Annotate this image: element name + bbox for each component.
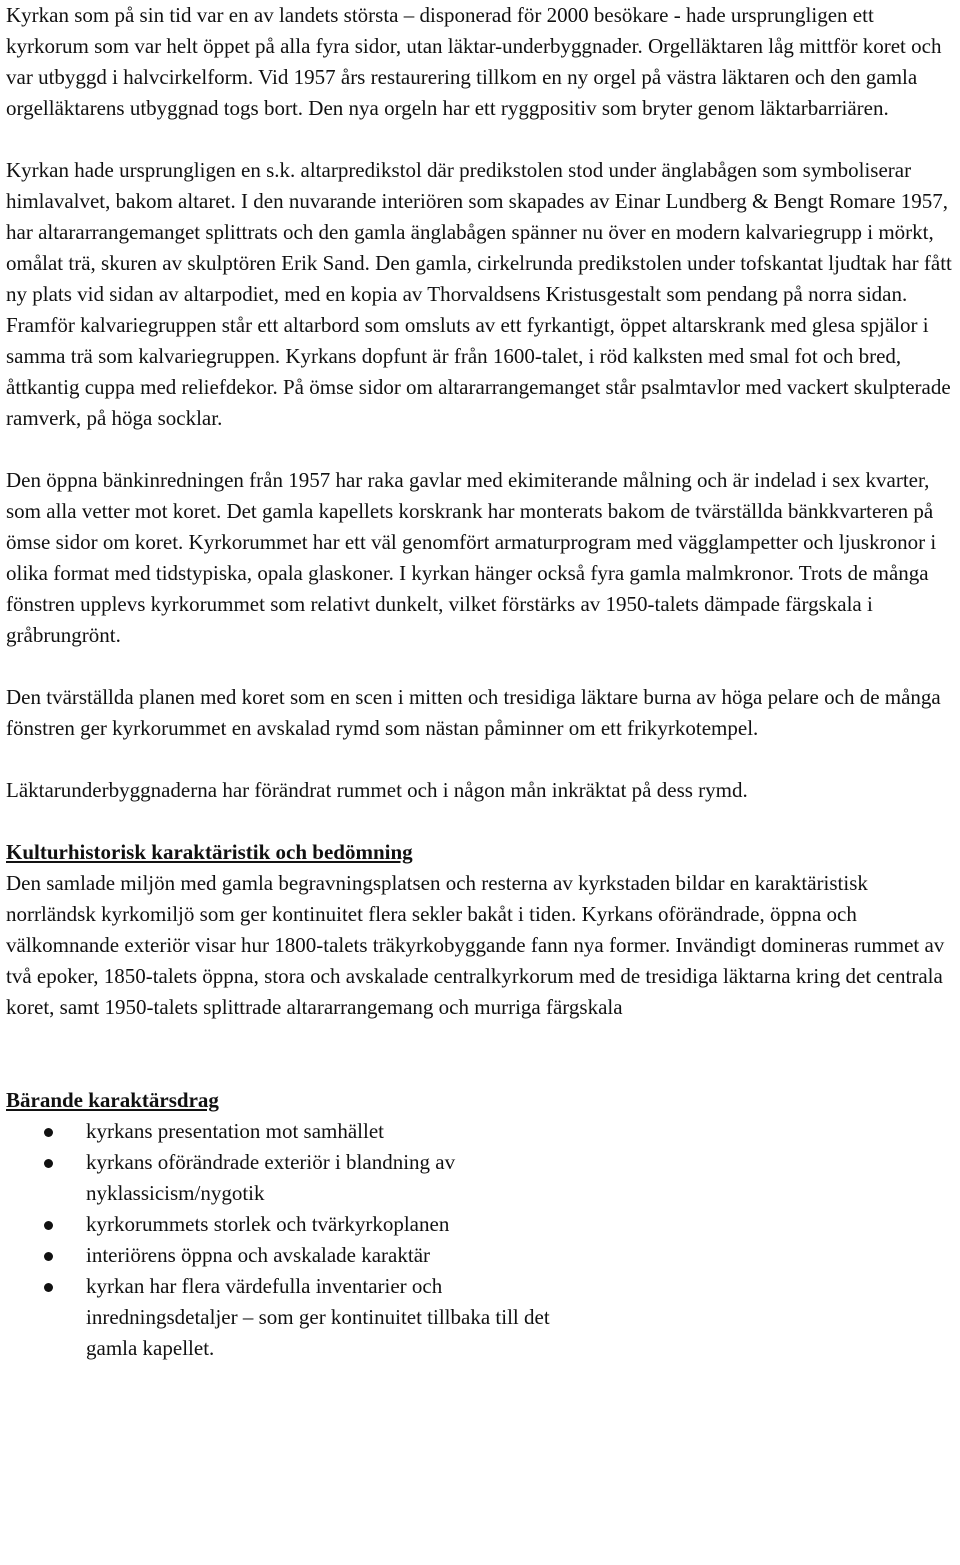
list-item [6, 1240, 586, 1271]
list-item-text: kyrkans presentation mot samhället [86, 1119, 385, 1143]
section-barande [6, 1085, 956, 1364]
list-item [6, 1271, 586, 1364]
paragraph-organ-gallery: Kyrkan som på sin tid var en av landets största – disponerad för 2000 besökare - hade ursprungligen ett kyrkorum som var helt öppet på alla fyra sidor, utan läktar-underbyggnader. Orgelläktaren låg mittför koret och var utbyggd i halvcirkelform. Vid 1957 års restaurering tillkom en ny orgel på västra läktaren och den gamla orgelläktarens utbyggnad togs bort. Den nya orgeln har ett ryggpositiv som bryter genom läktarbarriären. [6, 3, 942, 120]
bullet-list [6, 1116, 956, 1364]
list-item [6, 1147, 586, 1209]
list-item-text: kyrkans oförändrade exteriör i blandning av nyklassicism/nygotik [86, 1150, 456, 1205]
bullet-icon [44, 1221, 53, 1230]
paragraph-kulturhistorisk: Den samlade miljön med gamla begravningsplatsen och resterna av kyrkstaden bildar en karaktäristisk norrländsk kyrkomiljö som ger kontinuitet flera sekler bakåt i tiden. Kyrkans oförändrade, öppna och välkomnande exteriör visar hur 1800-talets träkyrkobyggande fann nya former. Invändigt domineras rummet av två epoker, 1850-talets öppna, stora och avskalade centralkyrkorum med de tresidiga läktarna kring det centrala koret, samt 1950-talets splittrade altararrangemang och murriga färgskala [6, 871, 945, 1019]
list-item [6, 1209, 586, 1240]
section-heading-kulturhistorisk: Kulturhistorisk karaktäristik och bedömning [6, 840, 413, 864]
bullet-icon [44, 1283, 53, 1292]
list-item-text: kyrkan har flera värdefulla inventarier och inredningsdetaljer – som ger kontinuitet tillbaka till det gamla kapellet. [86, 1274, 550, 1360]
section-heading-barande: Bärande karaktärsdrag [6, 1088, 219, 1112]
section-kulturhistorisk [6, 837, 956, 1023]
bullet-icon [44, 1159, 53, 1168]
paragraph-pews-lighting: Den öppna bänkinredningen från 1957 har raka gavlar med ekimiterande målning och är indelad i sex kvarter, som alla vetter mot koret. Det gamla kapellets korskrank har monterats bakom de tvärställda bänkkvarteren på ömse sidor om koret. Kyrkorummet har ett väl genomfört armaturprogram med vägglampetter och ljuskronor i olika format med tidstypiska, opala glaskoner. I kyrkan hänger också fyra gamla malmkronor. Trots de många fönstren upplevs kyrkorummet som relativt dunkelt, vilket förstärks av 1950-talets dämpade färgskala i gråbrungrönt. [6, 468, 937, 647]
bullet-icon [44, 1128, 53, 1137]
list-item [6, 1116, 586, 1147]
bullet-icon [44, 1252, 53, 1261]
paragraph-altar-interior: Kyrkan hade ursprungligen en s.k. altarpredikstol där predikstolen stod under änglabågen som symboliserar himlavalvet, bakom altaret. I den nuvarande interiören som skapades av Einar Lundberg & Bengt Romare 1957, har altararrangemanget splittrats och den gamla änglabågen spänner nu över en modern kalvariegrupp i mörkt, omålat trä, skuren av skulptören Erik Sand. Den gamla, cirkelrunda predikstolen under tofskantat ljudtak har fått ny plats vid sidan av altarpodiet, med en kopia av Thorvaldsens Kristusgestalt som pendang på norra sidan. Framför kalvariegruppen står ett altarbord som omsluts av ett fyrkantigt, öppet altarskrank med glesa spjälor i samma trä som kalvariegruppen. Kyrkans dopfunt är från 1600-talet, i röd kalksten med smal fot och bred, åttkantig cuppa med reliefdekor. På ömse sidor om altararrangemanget står psalmtavlor med vackert skulpterade ramverk, på höga socklar. [6, 158, 952, 430]
paragraph-cross-plan: Den tvärställda planen med koret som en scen i mitten och tresidiga läktare burna av höga pelare och de många fönstren ger kyrkorummet en avskalad rymd som nästan påminner om ett frikyrkotempel. [6, 685, 941, 740]
list-item-text: interiörens öppna och avskalade karaktär [86, 1243, 431, 1267]
document-page [6, 0, 956, 1364]
list-item-text: kyrkorummets storlek och tvärkyrkoplanen [86, 1212, 450, 1236]
paragraph-gallery-substructures: Läktarunderbyggnaderna har förändrat rummet och i någon mån inkräktat på dess rymd. [6, 778, 748, 802]
